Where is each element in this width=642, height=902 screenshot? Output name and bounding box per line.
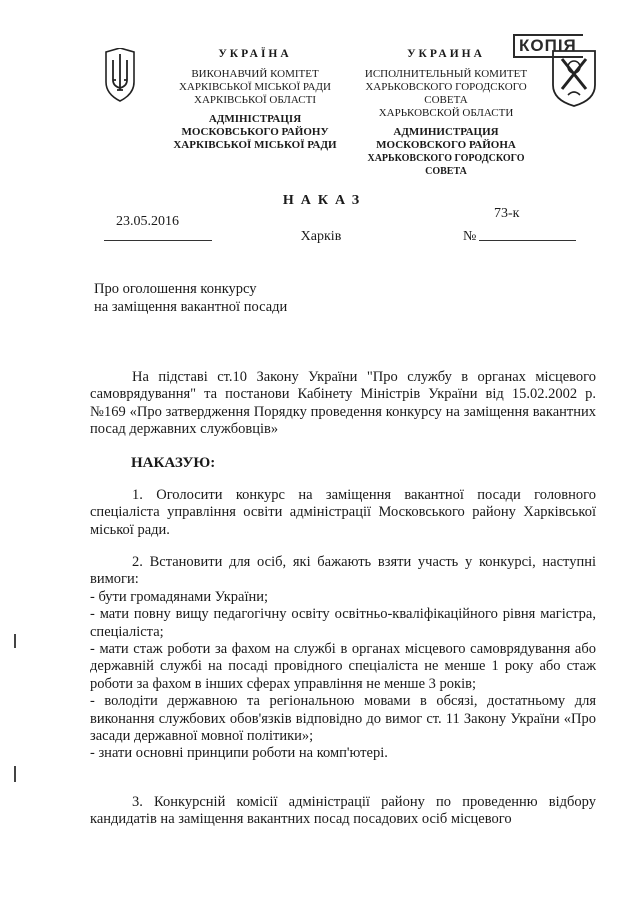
document-subject	[94, 280, 287, 316]
header-left	[170, 48, 340, 152]
order-item-2	[90, 554, 596, 763]
order-item-1: 1. Оголосити конкурс на заміщення вакантної посади головного спеціаліста управління освіти адміністрації Московського району Харківської міської ради.	[90, 487, 596, 538]
copy-stamp: КОПІЯ	[513, 34, 583, 58]
header-right	[348, 48, 544, 178]
header-right-line: ИСПОЛНИТЕЛЬНЫЙ КОМИТЕТ	[364, 68, 528, 80]
header-left-line: ХАРКІВСЬКОЇ ОБЛАСТІ	[194, 94, 316, 106]
header-right-admin: АДМИНИСТРАЦИЯ	[393, 126, 499, 138]
country-ru: УКРАИНА	[407, 48, 485, 60]
scan-mark	[14, 766, 16, 782]
number-label: №	[463, 229, 477, 244]
header-left-line: ХАРКІВСЬКОЇ МІСЬКОЇ РАДИ	[178, 81, 332, 93]
country-ua: УКРАЇНА	[218, 48, 292, 60]
header-right-admin: ХАРЬКОВСКОГО ГОРОДСКОГО СОВЕТА	[367, 153, 525, 177]
document-city: Харків	[300, 229, 342, 244]
header-right-line: ХАРЬКОВСКОГО ГОРОДСКОГО СОВЕТА	[365, 81, 527, 106]
requirement-item: - мати повну вищу педагогічну освіту освітньо-кваліфікаційного рівня магістра, спеціаліста;	[90, 606, 596, 640]
preamble: На підставі ст.10 Закону України "Про службу в органах місцевого самоврядування" та постанови Кабінету Міністрів України від 15.02.2002 р. №169 «Про затвердження Порядку проведення конкурсу на заміщення вакантних посад державних службовців»	[90, 369, 596, 438]
requirement-item: - володіти державною та регіональною мовами в обсязі, достатньому для виконання службових обов'язків відповідно до вимог ст. 11 Закону України «Про засади державної мовної політики»;	[90, 693, 596, 745]
header-right-line: ХАРЬКОВСКОЙ ОБЛАСТИ	[378, 107, 514, 119]
subject-line: Про оголошення конкурсу	[94, 281, 257, 297]
document-date: 23.05.2016	[116, 214, 179, 229]
coat-of-arms-ukraine-icon	[104, 48, 136, 102]
document-number: 73-к	[494, 206, 520, 221]
subject-line: на заміщення вакантної посади	[94, 299, 288, 315]
header-right-admin: МОСКОВСКОГО РАЙОНА	[376, 139, 516, 151]
header-left-admin: ХАРКІВСЬКОЇ МІСЬКОЇ РАДИ	[173, 139, 337, 151]
requirement-item: - бути громадянами України;	[90, 588, 269, 605]
header-left-admin: МОСКОВСЬКОГО РАЙОНУ	[181, 126, 329, 138]
header-left-line: ВИКОНАВЧИЙ КОМІТЕТ	[191, 68, 319, 80]
number-underline	[479, 240, 576, 241]
document-title: НАКАЗ	[282, 193, 367, 208]
header-left-admin: АДМІНІСТРАЦІЯ	[208, 113, 302, 125]
item-2-intro: 2. Встановити для осіб, які бажають взяти участь у конкурсі, наступні вимоги:	[90, 554, 596, 588]
order-word: НАКАЗУЮ:	[131, 455, 216, 471]
requirement-item: - знати основні принципи роботи на комп'ютері.	[90, 745, 388, 762]
requirement-item: - мати стаж роботи за фахом на службі в органах місцевого самоврядування або державній службі на посаді провідного спеціаліста не менше 1 року або стаж роботи за фахом в інших сферах управління не менше 3 років;	[90, 641, 596, 692]
order-item-3: 3. Конкурсній комісії адміністрації району по проведенню відбору кандидатів на заміщення вакантних посад посадових осіб місцевого	[90, 794, 596, 828]
scan-mark	[14, 634, 16, 648]
